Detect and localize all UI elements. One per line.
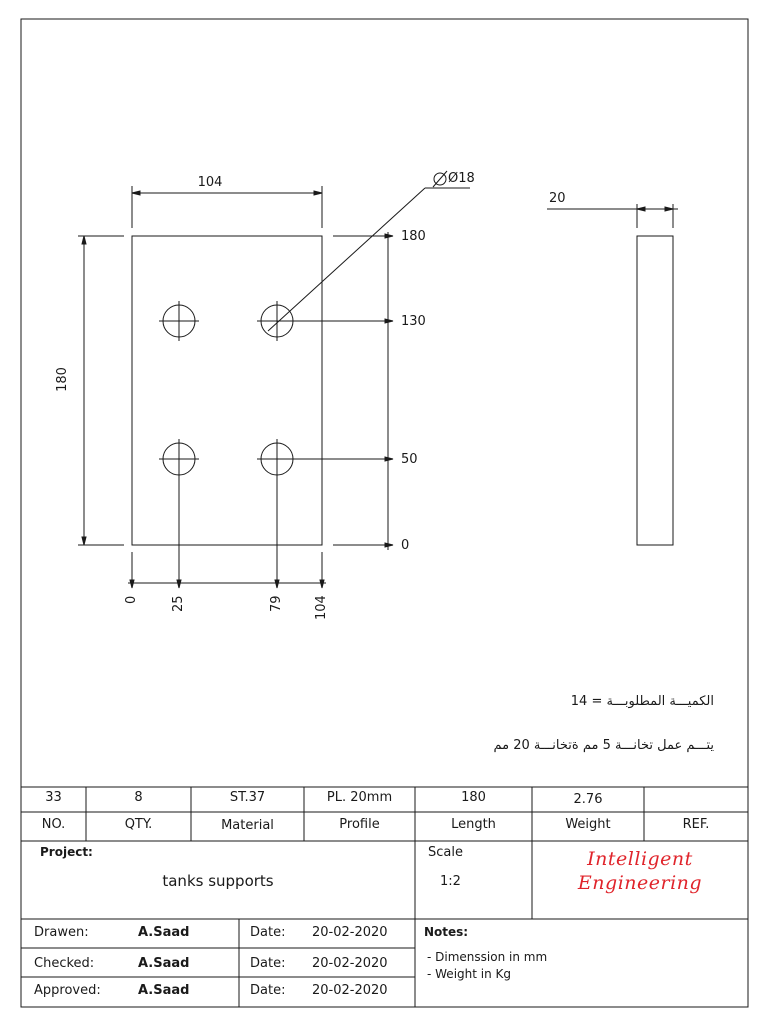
signoff-role: Approved: <box>34 983 101 998</box>
header-weight: Weight <box>565 817 611 832</box>
value-length: 180 <box>461 790 486 805</box>
value-profile: PL. 20mm <box>326 790 393 805</box>
signoff-name: A.Saad <box>138 956 190 971</box>
arabic-quantity-note: الكميـــة المطلوبـــة = 14 <box>570 694 714 709</box>
signoff-date: 20-02-2020 <box>312 983 388 998</box>
dim-hole-leader <box>268 171 470 331</box>
ordinate-right-50: 50 <box>401 452 418 467</box>
header-no: NO. <box>41 817 66 832</box>
header-qty: QTY. <box>124 817 153 832</box>
ordinate-bottom-25: 25 <box>171 595 186 612</box>
header-material: Material <box>221 818 274 833</box>
note-line: - Dimenssion in mm <box>427 950 548 964</box>
signoff-date-label: Date: <box>250 956 286 971</box>
company-logo-line1: Intelligent <box>587 848 693 870</box>
scale-label: Scale <box>428 845 463 860</box>
signoff-name: A.Saad <box>138 983 190 998</box>
note-line: - Weight in Kg <box>427 967 512 981</box>
signoff-date: 20-02-2020 <box>312 925 388 940</box>
signoff-name: A.Saad <box>138 925 190 940</box>
dim-height-left <box>78 236 124 545</box>
ordinate-bottom-104: 104 <box>314 595 329 620</box>
hole-bottom-right <box>257 439 297 479</box>
header-profile: Profile <box>339 817 380 832</box>
company-logo-line2: Engineering <box>577 872 703 894</box>
hole-top-right <box>257 301 297 341</box>
ordinate-bottom-79: 79 <box>269 595 284 612</box>
signoff-date: 20-02-2020 <box>312 956 388 971</box>
dim-height-label: 180 <box>54 367 70 392</box>
header-ref: REF. <box>682 817 710 832</box>
value-material: ST.37 <box>229 790 266 805</box>
signoff-role: Checked: <box>34 956 95 971</box>
value-no: 33 <box>45 790 62 805</box>
dim-thickness-label: 20 <box>549 191 566 206</box>
scale-value: 1:2 <box>440 874 461 889</box>
hole-top-left <box>159 301 199 341</box>
ordinate-right-130: 130 <box>401 314 426 329</box>
arabic-thickness-note: يتـــم عمل تخانـــة 5 مم ةتخانـــة 20 مم <box>493 738 714 753</box>
signoff-date-label: Date: <box>250 925 286 940</box>
ordinate-right-0: 0 <box>401 538 410 553</box>
hole-bottom-left <box>159 439 199 479</box>
dim-width-label: 104 <box>197 175 223 190</box>
notes-label: Notes: <box>424 925 469 939</box>
project-name: tanks supports <box>162 872 274 890</box>
ordinate-right-180: 180 <box>401 229 426 244</box>
value-qty: 8 <box>134 790 143 805</box>
signoff-date-label: Date: <box>250 983 286 998</box>
plate-side-view <box>637 236 673 545</box>
ordinate-right <box>293 232 393 550</box>
header-length: Length <box>451 817 496 832</box>
value-weight: 2.76 <box>573 792 603 807</box>
dim-width-top <box>132 186 322 228</box>
dim-thickness <box>547 204 678 228</box>
plate-front-view <box>132 236 322 545</box>
ordinate-bottom <box>128 475 326 588</box>
signoff-role: Drawen: <box>34 925 89 940</box>
dim-hole-label: Ø18 <box>448 171 475 186</box>
project-label: Project: <box>40 845 93 859</box>
ordinate-bottom-0: 0 <box>124 595 139 604</box>
